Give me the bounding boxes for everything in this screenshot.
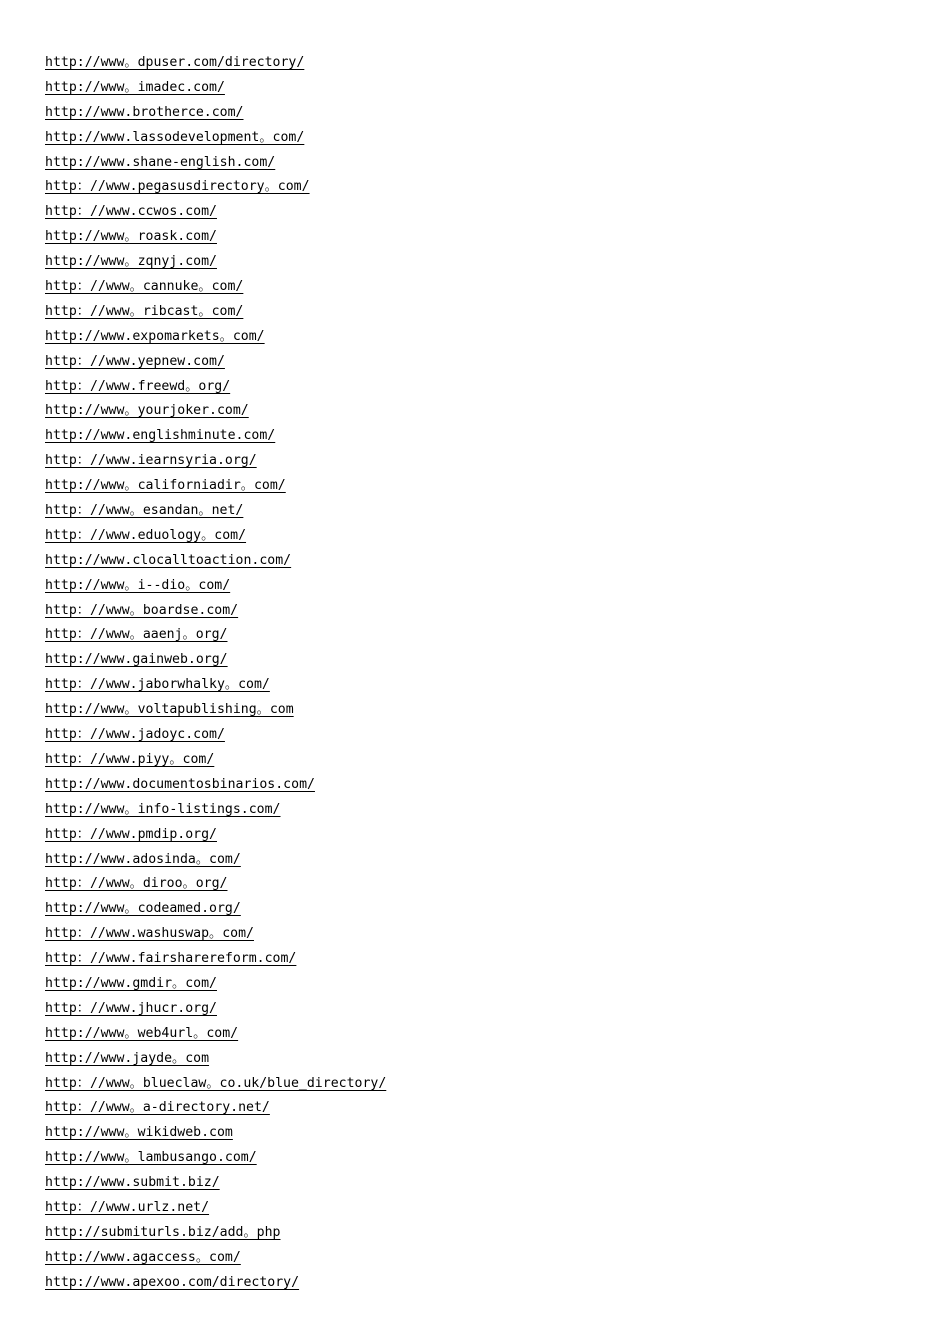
- list-item: [45, 1197, 386, 1222]
- list-item: [45, 749, 386, 774]
- url-link[interactable]: http://www.gainweb.org/: [45, 652, 228, 668]
- list-item: [45, 251, 386, 276]
- list-item: [45, 201, 386, 226]
- list-item: [45, 649, 386, 674]
- url-link[interactable]: http://www。lambusango.com/: [45, 1150, 257, 1166]
- url-link[interactable]: http://www.gmdir。com/: [45, 975, 217, 991]
- url-link[interactable]: http://www.shane-english.com/: [45, 154, 276, 170]
- list-item: [45, 52, 386, 77]
- url-link[interactable]: http://www。i--dio。com/: [45, 577, 231, 593]
- list-item: [45, 127, 386, 152]
- list-item: [45, 873, 386, 898]
- url-link[interactable]: http：//www.jhucr.org/: [45, 1000, 217, 1016]
- url-link[interactable]: http://submiturls.biz/add。php: [45, 1224, 281, 1240]
- list-item: [45, 176, 386, 201]
- list-item: [45, 152, 386, 177]
- url-link[interactable]: http://www。info-listings.com/: [45, 801, 281, 817]
- url-link[interactable]: http：//www.jaborwhalky。com/: [45, 677, 270, 693]
- list-item: [45, 600, 386, 625]
- url-link[interactable]: http://www。yourjoker.com/: [45, 403, 249, 419]
- url-link[interactable]: http://www.adosinda。com/: [45, 851, 241, 867]
- url-link[interactable]: http://www。zqnyj.com/: [45, 254, 217, 270]
- list-item: [45, 624, 386, 649]
- list-item: [45, 948, 386, 973]
- list-item: [45, 1172, 386, 1197]
- list-item: [45, 898, 386, 923]
- link-list: [45, 52, 386, 1297]
- list-item: [45, 1272, 386, 1297]
- url-link[interactable]: http：//www.yepnew.com/: [45, 353, 225, 369]
- list-item: [45, 400, 386, 425]
- url-link[interactable]: http：//www。a-directory.net/: [45, 1100, 270, 1116]
- list-item: [45, 226, 386, 251]
- list-item: [45, 674, 386, 699]
- list-item: [45, 774, 386, 799]
- url-link[interactable]: http://www.documentosbinarios.com/: [45, 776, 315, 792]
- url-link[interactable]: http：//www。boardse.com/: [45, 602, 239, 618]
- list-item: [45, 799, 386, 824]
- url-link[interactable]: http：//www.freewd。org/: [45, 378, 231, 394]
- url-link[interactable]: http://www。imadec.com/: [45, 79, 225, 95]
- url-link[interactable]: http://www.submit.biz/: [45, 1175, 220, 1191]
- url-link[interactable]: http：//www.pmdip.org/: [45, 826, 217, 842]
- list-item: [45, 326, 386, 351]
- url-link[interactable]: http：//www.ccwos.com/: [45, 204, 217, 220]
- list-item: [45, 998, 386, 1023]
- list-item: [45, 425, 386, 450]
- url-link[interactable]: http：//www.washuswap。com/: [45, 926, 254, 942]
- list-item: [45, 351, 386, 376]
- url-link[interactable]: http：//www。esandan。net/: [45, 503, 244, 519]
- list-item: [45, 1222, 386, 1247]
- list-item: [45, 1048, 386, 1073]
- url-link[interactable]: http://www.englishminute.com/: [45, 428, 276, 444]
- url-link[interactable]: http://www。wikidweb.com: [45, 1125, 233, 1141]
- list-item: [45, 973, 386, 998]
- list-item: [45, 824, 386, 849]
- url-link[interactable]: http：//www。diroo。org/: [45, 876, 228, 892]
- url-link[interactable]: http：//www。aaenj。org/: [45, 627, 228, 643]
- list-item: [45, 849, 386, 874]
- list-item: [45, 77, 386, 102]
- list-item: [45, 102, 386, 127]
- url-link[interactable]: http：//www。cannuke。com/: [45, 279, 244, 295]
- url-link[interactable]: http://www。roask.com/: [45, 229, 217, 245]
- list-item: [45, 1023, 386, 1048]
- list-item: [45, 1097, 386, 1122]
- url-link[interactable]: http://www。codeamed.org/: [45, 901, 241, 917]
- list-item: [45, 376, 386, 401]
- url-link[interactable]: http：//www。ribcast。com/: [45, 303, 244, 319]
- url-link[interactable]: http://www.expomarkets。com/: [45, 328, 265, 344]
- url-link[interactable]: http://www。dpuser.com/directory/: [45, 55, 305, 70]
- list-item: [45, 1247, 386, 1272]
- url-link[interactable]: http：//www。blueclaw。co.uk/blue_directory/: [45, 1075, 387, 1091]
- list-item: [45, 301, 386, 326]
- url-link[interactable]: http：//www.piyy。com/: [45, 751, 215, 767]
- url-link[interactable]: http：//www.pegasusdirectory。com/: [45, 179, 310, 195]
- list-item: [45, 550, 386, 575]
- list-item: [45, 525, 386, 550]
- url-link[interactable]: http://www.clocalltoaction.com/: [45, 552, 292, 568]
- list-item: [45, 575, 386, 600]
- list-item: [45, 923, 386, 948]
- url-link[interactable]: http：//www.eduology。com/: [45, 527, 247, 543]
- url-link[interactable]: http://www。voltapublishing。com: [45, 702, 294, 718]
- url-link[interactable]: http://www。web4url。com/: [45, 1025, 239, 1041]
- list-item: [45, 475, 386, 500]
- list-item: [45, 276, 386, 301]
- url-link[interactable]: http：//www.fairsharereform.com/: [45, 951, 297, 967]
- url-link[interactable]: http：//www.urlz.net/: [45, 1199, 210, 1215]
- url-link[interactable]: http://www。californiadir。com/: [45, 478, 286, 494]
- url-link[interactable]: http：//www.iearnsyria.org/: [45, 453, 257, 469]
- list-item: [45, 500, 386, 525]
- url-link[interactable]: http://www.jayde。com: [45, 1050, 210, 1066]
- list-item: [45, 1147, 386, 1172]
- list-item: [45, 450, 386, 475]
- url-link[interactable]: http://www.brotherce.com/: [45, 104, 244, 120]
- url-link[interactable]: http://www.agaccess。com/: [45, 1249, 241, 1265]
- url-link[interactable]: http://www.apexoo.com/directory/: [45, 1274, 300, 1290]
- list-item: [45, 699, 386, 724]
- list-item: [45, 1122, 386, 1147]
- url-link[interactable]: http://www.lassodevelopment。com/: [45, 129, 305, 145]
- list-item: [45, 1073, 386, 1098]
- list-item: [45, 724, 386, 749]
- url-link[interactable]: http：//www.jadoyc.com/: [45, 727, 225, 743]
